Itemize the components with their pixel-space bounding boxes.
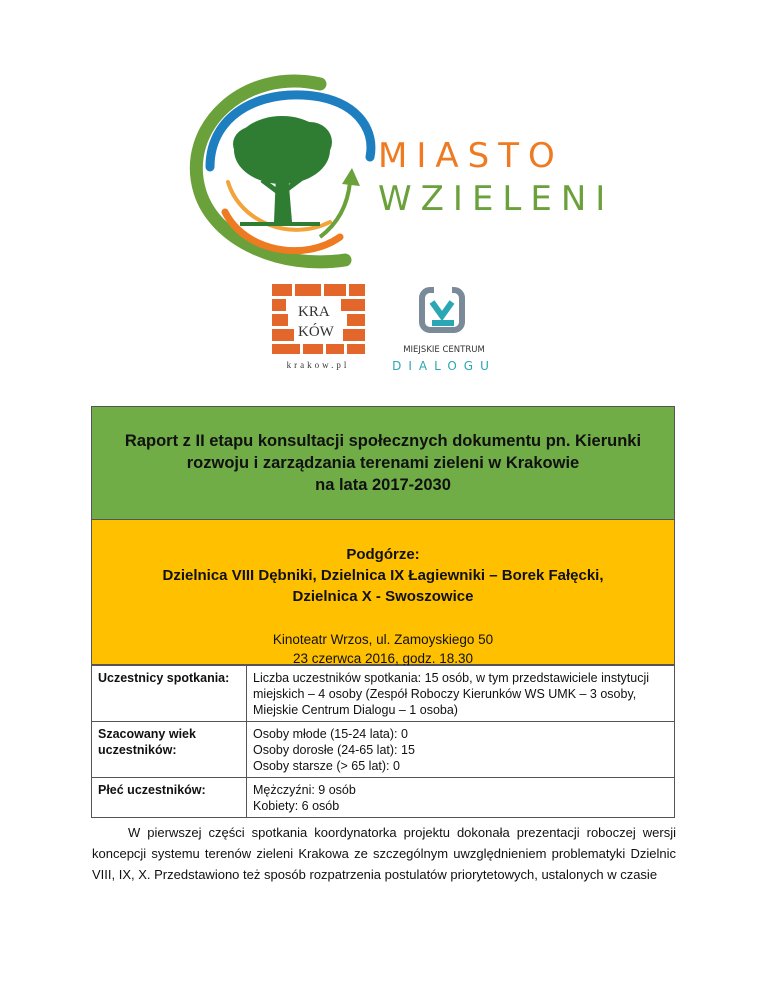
miejskie-centrum-dialogu-logo: [388, 282, 518, 378]
table-value-line: Osoby młode (15-24 lata): 0: [253, 727, 408, 741]
table-value: [247, 778, 675, 818]
district-heading: [92, 520, 674, 607]
table-label: Uczestnicy spotkania:: [92, 666, 247, 722]
table-row: [92, 778, 675, 818]
meeting-details: [92, 520, 674, 664]
report-title-line: na lata 2017-2030: [315, 476, 451, 494]
district-line: Dzielnica VIII Dębniki, Dzielnica IX Łagiewniki – Borek Fałęcki,: [162, 567, 604, 584]
report-title-line: rozwoju i zarządzania terenami zieleni w Krakowie: [186, 454, 580, 472]
district-line: Podgórze:: [346, 546, 420, 563]
table-row: [92, 722, 675, 778]
district-line: Dzielnica X - Swoszowice: [292, 588, 474, 605]
venue-info: [92, 630, 674, 668]
report-title-line: Raport z II etapu konsultacji społecznych dokumentu pn. Kierunki: [124, 432, 642, 450]
mcd-logo-line2: DIALOGU: [392, 359, 496, 373]
participants-table: [91, 665, 675, 818]
table-value-line: Osoby starsze (> 65 lat): 0: [253, 759, 400, 773]
table-value-line: Osoby dorosłe (24-65 lat): 15: [253, 743, 415, 757]
report-header-box: [91, 406, 675, 665]
krakow-logo-bottom: KÓW: [298, 324, 334, 340]
logo-line-wzieleni: WZIELENI: [378, 179, 615, 219]
table-label: Płeć uczestników:: [92, 778, 247, 818]
table-value-line: Mężczyźni: 9 osób: [253, 783, 356, 797]
table-value-line: Miejskie Centrum Dialogu – 1 osoba): [253, 703, 458, 717]
report-title: [92, 407, 674, 520]
logo-line-miasto: MIASTO: [378, 136, 564, 176]
table-value: [247, 666, 675, 722]
miasto-w-zieleni-logo: [170, 72, 615, 272]
body-paragraph: [92, 822, 676, 885]
mcd-logo-line1: MIEJSKIE CENTRUM: [403, 345, 485, 355]
table-value-line: Kobiety: 6 osób: [253, 799, 340, 813]
table-value-line: miejskich – 4 osoby (Zespół Roboczy Kierunków WS UMK – 3 osoby,: [253, 687, 637, 701]
table-row: [92, 666, 675, 722]
venue-line: Kinoteatr Wrzos, ul. Zamoyskiego 50: [272, 632, 494, 647]
venue-date-line: 23 czerwca 2016, godz. 18.30: [292, 651, 474, 666]
krakow-logo-url: krakow.pl: [286, 360, 350, 370]
table-value-line: Liczba uczestników spotkania: 15 osób, w tym przedstawiciele instytucji: [253, 671, 650, 685]
body-paragraph-text: W pierwszej części spotkania koordynatorka projektu dokonała prezentacji roboczej wersji koncepcji systemu terenów zieleni Krakowa ze szczególnym uwzględnieniem problematyki Dzielnic VIII, IX, X. Przedstawiono też sposób rozpatrzenia postulatów priorytetowych, ustalonych w czasie: [92, 825, 676, 882]
table-label: Szacowany wiek uczestników:: [92, 722, 247, 778]
table-value: [247, 722, 675, 778]
krakow-logo: [268, 282, 368, 372]
krakow-logo-top: KRA: [298, 304, 330, 320]
